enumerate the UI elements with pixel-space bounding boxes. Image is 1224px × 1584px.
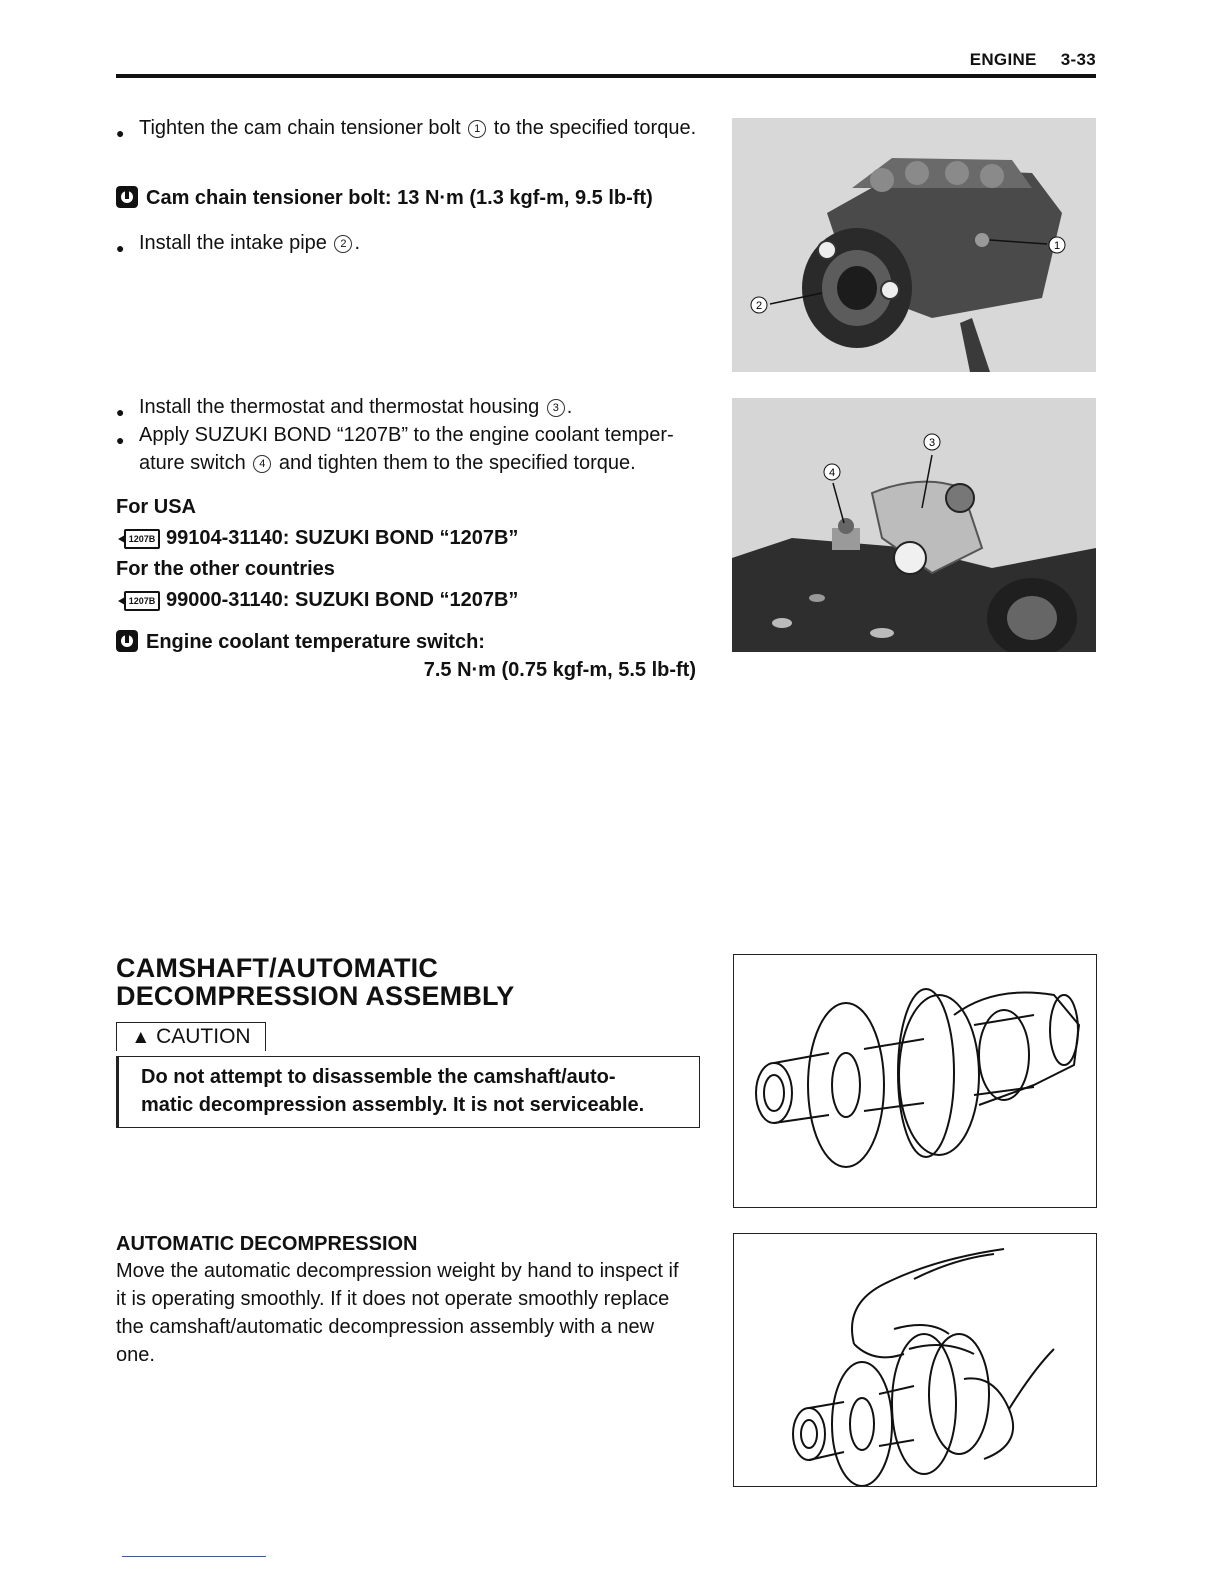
warning-triangle-icon: ▲ bbox=[131, 1027, 151, 1048]
bond-other-part: 1207B 99000-31140: SUZUKI BOND “1207B” bbox=[124, 586, 518, 614]
ref-circle: 2 bbox=[334, 235, 352, 253]
photo-thermostat-housing bbox=[732, 398, 1096, 652]
step-install-thermostat: Install the thermostat and thermostat housing 3 . bbox=[139, 396, 573, 418]
bond-usa-heading: For USA bbox=[116, 496, 196, 518]
torque-spec-temp-switch-value: 7.5 N·m (0.75 kgf-m, 5.5 lb-ft) bbox=[423, 659, 696, 681]
header-page-number: 3-33 bbox=[1060, 50, 1096, 69]
photo1-callout-1: 1 bbox=[1053, 240, 1061, 252]
bond-tube-icon: 1207B bbox=[124, 591, 160, 611]
bullet-icon: ● bbox=[116, 432, 125, 448]
bullet-icon: ● bbox=[116, 404, 125, 420]
ref-circle: 4 bbox=[253, 455, 271, 473]
bond-usa-part: 1207B 99104-31140: SUZUKI BOND “1207B” bbox=[124, 524, 518, 552]
ref-circle: 3 bbox=[547, 399, 565, 417]
torque-spec-temp-switch: Engine coolant temperature switch: bbox=[116, 628, 485, 656]
footer-rule bbox=[122, 1556, 266, 1557]
auto-decomp-body: Move the automatic decompression weight by hand to inspect if it is operating smoothly. If it does not operate smoothly replace the camshaft/automatic decompression assembly with a new one. bbox=[116, 1260, 679, 1366]
photo2-callout-4: 4 bbox=[828, 467, 836, 479]
step-apply-bond: Apply SUZUKI BOND “1207B” to the engine coolant temper- ature switch 4 and tighten them to the specified torque. bbox=[139, 424, 674, 474]
bond-tube-icon: 1207B bbox=[124, 529, 160, 549]
bullet-icon: ● bbox=[116, 125, 125, 141]
page-header bbox=[970, 50, 1096, 70]
header-rule bbox=[116, 74, 1096, 78]
header-section: ENGINE bbox=[969, 50, 1037, 69]
auto-decomp-heading: AUTOMATIC DECOMPRESSION bbox=[116, 1233, 418, 1255]
torque-spec-tensioner: Cam chain tensioner bolt: 13 N·m (1.3 kgf-m, 9.5 lb-ft) bbox=[116, 184, 653, 212]
photo-cylinder-head-intake bbox=[732, 118, 1096, 372]
torque-wrench-icon bbox=[116, 186, 138, 208]
caution-label: ▲ CAUTION bbox=[116, 1022, 266, 1051]
torque-wrench-icon bbox=[116, 630, 138, 652]
caution-box bbox=[116, 1056, 700, 1128]
step-install-intake: Install the intake pipe 2 . bbox=[139, 232, 361, 254]
section-title: CAMSHAFT/AUTOMATIC DECOMPRESSION ASSEMBLY bbox=[116, 953, 515, 1011]
photo2-callout-3: 3 bbox=[928, 437, 936, 449]
step-tighten-tensioner: Tighten the cam chain tensioner bolt 1 to the specified torque. bbox=[139, 117, 697, 139]
bullet-icon: ● bbox=[116, 240, 125, 256]
ref-circle: 1 bbox=[468, 120, 486, 138]
illustration-camshaft bbox=[733, 954, 1097, 1208]
bond-other-heading: For the other countries bbox=[116, 558, 335, 580]
photo1-callout-2: 2 bbox=[755, 300, 763, 312]
caution-text: Do not attempt to disassemble the camshaft/auto- matic decompression assembly. It is not serviceable. bbox=[141, 1066, 645, 1116]
illustration-hand-decomp-check bbox=[733, 1233, 1097, 1487]
